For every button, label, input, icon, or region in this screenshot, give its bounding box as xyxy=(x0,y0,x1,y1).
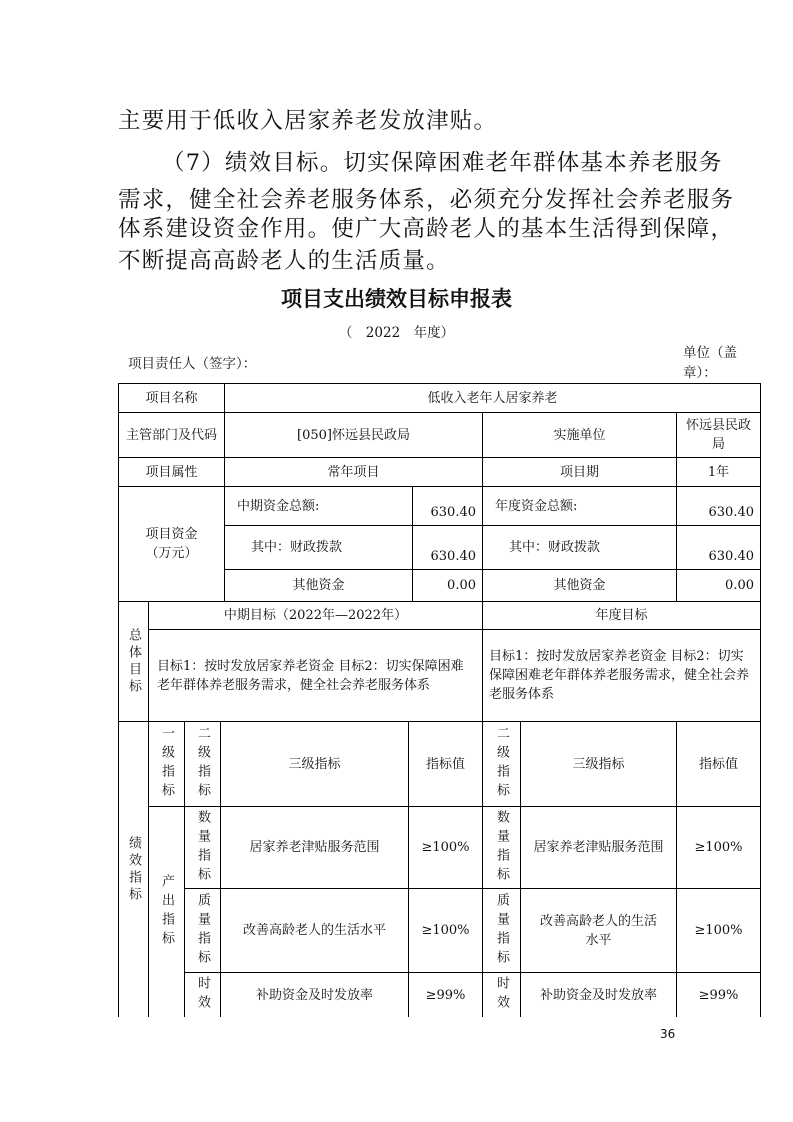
level2-header-left: 二级指标 xyxy=(185,722,221,807)
impl-value: 怀远县民政局 xyxy=(677,413,761,458)
unit-stamp: 单位（盖章）： xyxy=(683,345,737,381)
row3-value-left: ≥99% xyxy=(409,973,483,1017)
timely-label-right: 时效 xyxy=(483,973,521,1017)
mid-total-value: 630.40 xyxy=(413,487,483,526)
level1-header: 一级指标 xyxy=(149,722,185,807)
row3-indicator-left: 补助资金及时发放率 xyxy=(221,973,409,1017)
intro-line-2: （7）绩效目标。切实保障困难老年群体基本养老服务 xyxy=(162,150,723,176)
project-name-value: 低收入老年人居家养老 xyxy=(225,384,761,413)
form-title: 项目支出绩效目标申报表 xyxy=(281,287,512,311)
mid-total-label: 中期资金总额: xyxy=(225,487,413,526)
row3-value-right: ≥99% xyxy=(677,973,761,1017)
funds-label: 项目资金（万元） xyxy=(119,487,225,602)
other-label-mid: 其他资金 xyxy=(225,570,413,602)
year-goal-header: 年度目标 xyxy=(483,602,761,630)
year-total-value: 630.40 xyxy=(677,487,761,526)
performance-table xyxy=(118,383,761,1017)
row2-value-right: ≥100% xyxy=(677,889,761,973)
other-value-year: 0.00 xyxy=(677,570,761,602)
row1-indicator-right: 居家养老津贴服务范围 xyxy=(521,807,677,889)
timely-label-left: 时效 xyxy=(185,973,221,1017)
form-year: （ 2022 年度） xyxy=(338,325,455,341)
year-goal-text: 目标1：按时发放居家养老资金 目标2：切实保障困难老年群体养老服务需求，健全社会养老服务体系 xyxy=(483,630,761,722)
overall-goal-label: 总体目标 xyxy=(119,602,149,722)
mid-goal-header: 中期目标（2022年—2022年） xyxy=(149,602,483,630)
period-label: 项目期 xyxy=(483,458,677,487)
fiscal-value-year: 630.40 xyxy=(677,526,761,570)
impl-label: 实施单位 xyxy=(483,413,677,458)
intro-line-5: 不断提高高龄老人的生活质量。 xyxy=(118,248,450,274)
period-value: 1年 xyxy=(677,458,761,487)
row1-indicator-left: 居家养老津贴服务范围 xyxy=(221,807,409,889)
perf-indicator-label: 绩效指标 xyxy=(119,722,149,1017)
intro-line-3: 需求，健全社会养老服务体系，必须充分发挥社会养老服务 xyxy=(118,187,735,213)
fiscal-label-mid: 其中：财政拨款 xyxy=(225,526,413,570)
fiscal-value-mid: 630.40 xyxy=(413,526,483,570)
dept-value: [050]怀远县民政局 xyxy=(225,413,483,458)
quality-label-right: 质量指标 xyxy=(483,889,521,973)
intro-line-4: 体系建设资金作用。使广大高龄老人的基本生活得到保障， xyxy=(118,216,735,242)
year-total-label: 年度资金总额: xyxy=(483,487,677,526)
project-name-label: 项目名称 xyxy=(119,384,225,413)
attr-value: 常年项目 xyxy=(225,458,483,487)
row2-value-left: ≥100% xyxy=(409,889,483,973)
dept-label: 主管部门及代码 xyxy=(119,413,225,458)
quantity-label-right: 数量指标 xyxy=(483,807,521,889)
row1-value-left: ≥100% xyxy=(409,807,483,889)
level3-header-right: 三级指标 xyxy=(521,722,677,807)
output-indicator-label: 产出指标 xyxy=(149,807,185,1017)
value-header-right: 指标值 xyxy=(677,722,761,807)
other-value-mid: 0.00 xyxy=(413,570,483,602)
page-number: 36 xyxy=(660,1027,676,1041)
row3-indicator-right: 补助资金及时发放率 xyxy=(521,973,677,1017)
quantity-label-left: 数量指标 xyxy=(185,807,221,889)
row1-value-right: ≥100% xyxy=(677,807,761,889)
responsible-person: 项目责任人（签字）： xyxy=(128,356,257,372)
fiscal-label-year: 其中：财政拨款 xyxy=(483,526,677,570)
mid-goal-text: 目标1：按时发放居家养老资金 目标2：切实保障困难老年群体养老服务需求，健全社会养老服务体系 xyxy=(149,630,483,722)
attr-label: 项目属性 xyxy=(119,458,225,487)
other-label-year: 其他资金 xyxy=(483,570,677,602)
value-header-left: 指标值 xyxy=(409,722,483,807)
quality-label-left: 质量指标 xyxy=(185,889,221,973)
row2-indicator-left: 改善高龄老人的生活水平 xyxy=(221,889,409,973)
intro-line-1: 主要用于低收入居家养老发放津贴。 xyxy=(118,108,498,134)
level2-header-right: 二级指标 xyxy=(483,722,521,807)
row2-indicator-right: 改善高龄老人的生活水平 xyxy=(521,889,677,973)
level3-header-left: 三级指标 xyxy=(221,722,409,807)
